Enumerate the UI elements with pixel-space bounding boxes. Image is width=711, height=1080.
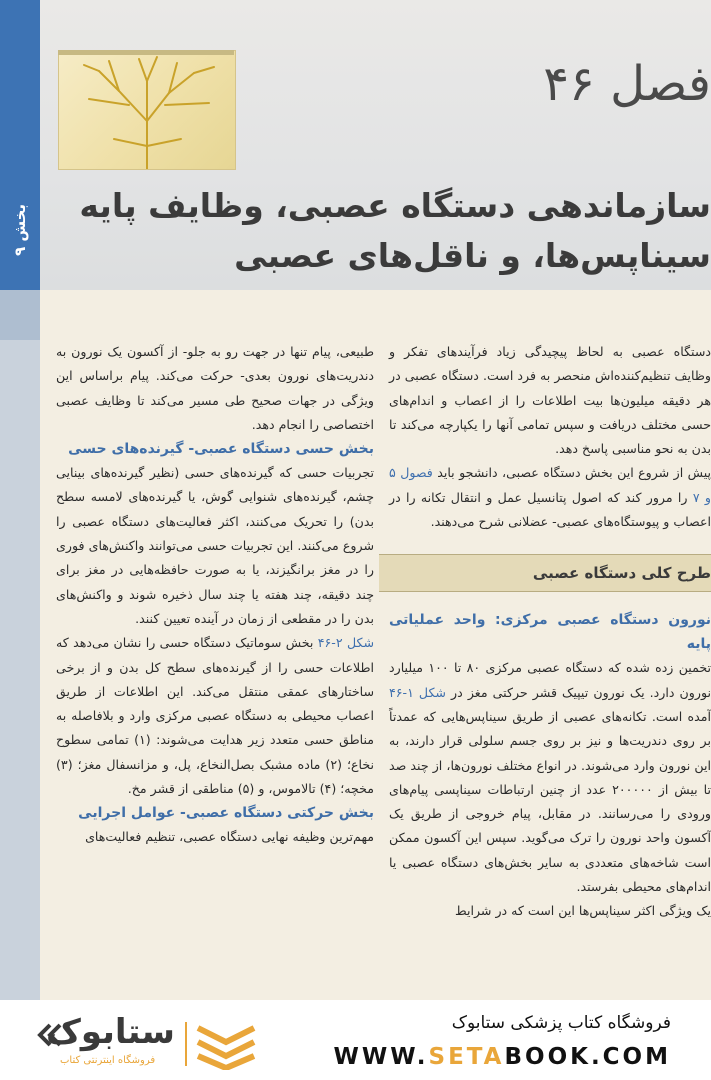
motor-heading: بخش حرکتی دستگاه عصبی- عوامل اجرایی [78,805,374,822]
right-column [389,340,711,924]
shop-url[interactable] [334,1044,671,1070]
neuron-tree-illustration [59,51,235,169]
url-prefix: WWW. [333,1044,429,1070]
chapter-illustration [58,50,236,170]
url-brand-1: SETA [428,1044,505,1070]
neuron-subheading: نورون دستگاه عصبی مرکزی: واحد عملیاتی پایه [389,612,711,653]
motor-paragraph: مهم‌ترین وظیفه نهایی دستگاه عصبی، تنظیم فعالیت‌های [85,829,374,845]
side-pale-block [0,290,40,340]
neuron-text-start: تخمین زده شده که دستگاه عصبی مرکزی ۸۰ تا ۱۰۰ میلیارد نورون دارد. یک نورون تیپیک قشر حرکتی مغز در [389,660,711,700]
setabook-logo-icon [194,1018,258,1070]
left-column [56,340,374,850]
prereq-text-end: را مرور کند که اصول پتانسیل عمل و انتقال تکانه را در اعصاب و پیوستگاه‌های عصبی- عضلانی شرح می‌دهند. [389,489,711,530]
logo-tagline: فروشگاه اینترنتی کتاب [60,1055,156,1066]
sensory-paragraph: تجربیات حسی که گیرنده‌های حسی (نظیر گیرنده‌های بینایی چشم، گیرنده‌های شنوایی گوش، یا گیرنده‌های لامسه سطح بدن) را تحریک می‌کنند، اکثر فعالیت‌های دستگاه عصبی را شروع می‌کنند. این تجربیات حسی می‌توانند واکنش‌های فوری را در مغز برانگیزند، یا به صورت حافظه‌هایی در مغز برای چند دقیقه، چند هفته یا چند سال ذخیره شوند و واکنش‌های بدن را در مقطعی از زمان در آینده تعیین کنند. [56,465,374,626]
section-heading-bar: طرح کلی دستگاه عصبی [379,554,711,592]
section-tab [0,0,40,290]
chapter-title-line2: سیناپس‌ها، و ناقل‌های عصبی [234,236,711,275]
neuron-paragraph [389,656,711,899]
figure-paragraph [56,631,374,801]
url-brand-2: BOOK.COM [504,1044,671,1070]
chapter-title-line1: سازماندهی دستگاه عصبی، وظایف پایه [79,186,711,225]
figure-ref-46-1[interactable]: شکل ۱-۴۶ [389,684,446,700]
section-tab-label: بخش ۹ [11,203,29,257]
synapse-paragraph: یک ویژگی اکثر سیناپس‌ها این است که در شرایط [454,903,711,919]
prereq-text-start: پیش از شروع این بخش دستگاه عصبی، دانشجو باید [432,465,711,481]
logo-wordmark: ستابوک [46,1012,175,1052]
figure-ref-46-2[interactable]: شکل ۲-۴۶ [317,635,374,651]
logo-divider [185,1022,187,1066]
double-chevron-left-icon [36,1022,62,1048]
chapters-ref[interactable]: فصول ۵ و ۷ [389,465,711,505]
figure-paragraph-text: بخش سوماتیک دستگاه حسی را نشان می‌دهد که اطلاعات حسی را از گیرنده‌های سطح کل بدن و از برخی ساختارهای عمقی منتقل می‌کند. این اطلاعات از طریق اعصاب محیطی به دستگاه عصبی مرکزی وارد و بلافاصله به مناطق حسی متعدد زیر هدایت می‌شوند: (۱) تمامی سطوح نخاع؛ (۲) ماده مشبک بصل‌النخاع، پل، و مزانسفال مغز؛ (۳) مخچه؛ (۴) تالاموس، و (۵) مناطقی از قشر مخ. [56,635,375,797]
chapter-number: فصل ۴۶ [543,56,711,112]
sensory-heading: بخش حسی دستگاه عصبی- گیرنده‌های حسی [68,441,374,458]
left-intro-paragraph: طبیعی، پیام تنها در جهت رو به جلو- از آکسون یک نورون به دندریت‌های نورون بعدی- حرکت می‌کند. پیام براساس این ویژگی در جهات صحیح طی مسیر می‌کند تا وظایف عصبی اختصاصی را انجام دهد. [56,344,374,432]
right-intro-paragraph: دستگاه عصبی به لحاظ پیچیدگی زیاد فرآیندهای تفکر و وظایف تنظیم‌کننده‌اش منحصر به فرد است. دستگاه عصبی در هر دقیقه میلیون‌ها بیت اطلاعات را از اعصاب و اندام‌های حسی مختلف دریافت و سپس تمامی آنها را یکپارچه می‌کند تا بدن به نحو مناسبی پاسخ دهد. [389,344,711,457]
shop-name: فروشگاه کتاب پزشکی ستابوک [451,1013,671,1033]
prereq-paragraph [389,461,711,534]
illustration-top-bar [58,50,234,55]
neuron-text-end: آمده است. تکانه‌های عصبی از طریق سیناپس‌هایی که عمدتاً بر روی دندریت‌ها و نیز بر روی جسم سلولی قرار دارند، به این نورون وارد می‌شوند. در انواع مختلف نورون‌ها، از چند صد تا بیش از ۲۰۰۰۰۰ عدد از چنین ارتباطات سیناپسی پیام‌های ورودی را می‌رسانند. در مقابل، پیام خروجی از طریق یک آکسون واحد نورون را ترک می‌گوید. سپس این آکسون ممکن است شاخه‌های متعددی به سایر بخش‌های دستگاه عصبی یا اندام‌های محیطی بفرستد. [389,708,711,895]
